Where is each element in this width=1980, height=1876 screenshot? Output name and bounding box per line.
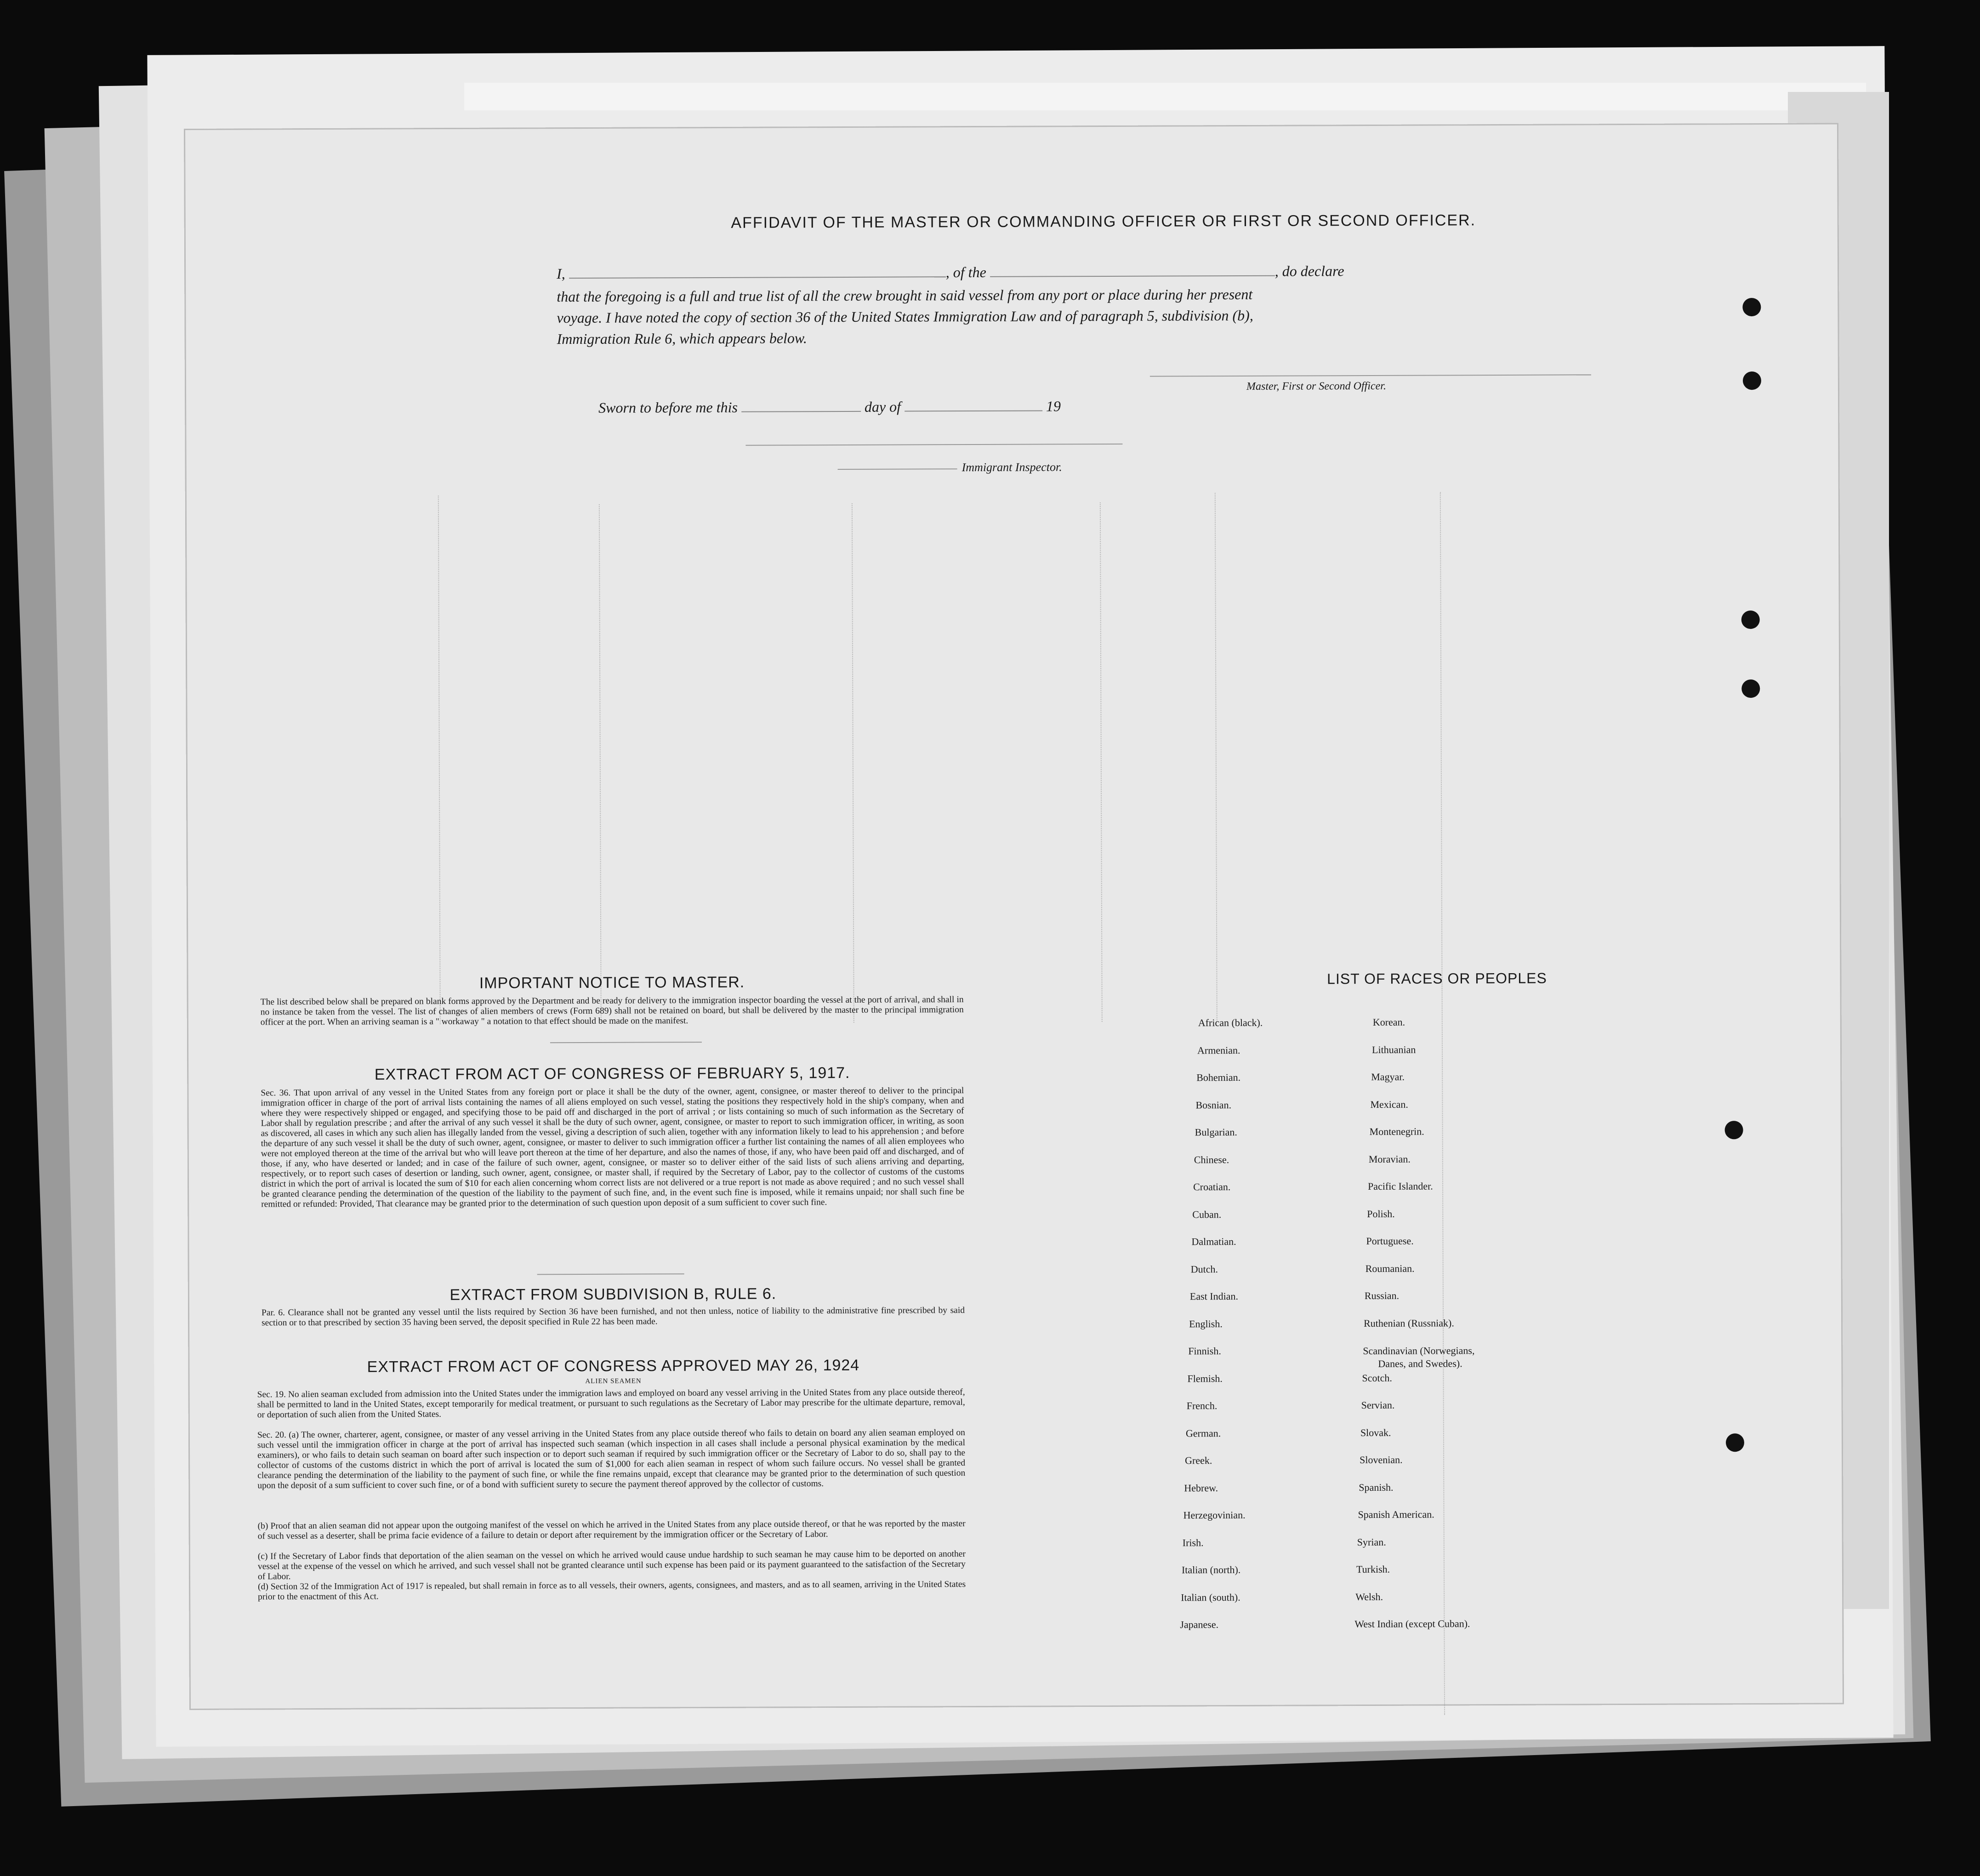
master-signature-label: Master, First or Second Officer. [1246,380,1386,393]
race-item: Bosnian. [1195,1099,1232,1111]
race-item: Cuban. [1192,1208,1222,1220]
race-item: Polish. [1367,1208,1395,1220]
column-rule [1215,493,1218,1021]
race-item: West Indian (except Cuban). [1354,1618,1470,1630]
race-item: Slovak. [1360,1426,1391,1438]
notice-heading: IMPORTANT NOTICE TO MASTER. [479,973,745,992]
race-item: Welsh. [1355,1591,1383,1602]
race-item: Moravian. [1368,1153,1411,1165]
race-item: Irish. [1182,1536,1204,1548]
affidavit-heading: AFFIDAVIT OF THE MASTER OR COMMANDING OFFICER OR FIRST OR SECOND OFFICER. [731,211,1476,232]
race-item: East Indian. [1189,1290,1239,1302]
race-item: Korean. [1372,1016,1405,1028]
binder-hole [1725,1121,1743,1139]
race-item: Roumanian. [1365,1262,1415,1274]
column-rule [852,503,854,1023]
race-item: Greek. [1185,1454,1212,1466]
affidavit-line-2: that the foregoing is a full and true list of all the crew brought in said vessel from any port or place during her present [557,285,1253,305]
race-item: Scandinavian (Norwegians, Danes, and Swedes). [1363,1345,1475,1370]
race-item: Bohemian. [1196,1071,1241,1083]
race-item: Herzegovinian. [1183,1509,1246,1521]
race-item: Dutch. [1190,1263,1218,1275]
underlying-sheet-edge [464,83,1866,110]
race-item: African (black). [1198,1016,1263,1029]
race-item: Syrian. [1357,1536,1386,1548]
inspector-signature-label: Immigrant Inspector. [962,460,1062,474]
sworn-month-blank[interactable] [905,398,1042,411]
race-item: Croatian. [1193,1181,1231,1193]
notice-text: The list described below shall be prepared on blank forms approved by the Department and be ready for delivery to the immigration inspector boarding the vessel at the port of arrival, and shall in no instance be taken from the vessel. The list of changes of alien members of crews (Form 689) shall not be retained on board, but shall be delivered by the master to the principal immigration officer at the port. When an arriving seaman is a " workaway " a notation to that effect should be made on the manifest. [260,995,964,1027]
inspector-signature-line-upper[interactable] [745,444,1122,446]
sworn-line: Sworn to before me this day of 19 [598,398,1061,416]
subdivision-text: Par. 6. Clearance shall not be granted any vessel until the lists required by Section 36 have been furnished, and not then unless, notice of liability to the administrative fine prescribed by said section or to that prescribed by section 35 having been served, the deposit specified in Rule 22 has been made. [261,1306,965,1328]
column-rule [1440,492,1445,1715]
race-item: French. [1186,1400,1218,1412]
race-item: Mexican. [1370,1098,1408,1110]
extract-1924-heading: EXTRACT FROM ACT OF CONGRESS APPROVED MAY 26, 1924 [367,1356,860,1376]
vessel-name-blank[interactable] [990,263,1275,277]
races-heading: LIST OF RACES OR PEOPLES [1327,969,1547,987]
race-item: German. [1185,1427,1221,1439]
race-item: Russian. [1364,1289,1400,1302]
race-item: Dalmatian. [1191,1236,1236,1248]
race-item: Flemish. [1187,1372,1223,1384]
column-rule [1100,502,1103,1022]
inspector-signature-line[interactable] [838,468,957,470]
sworn-day-blank[interactable] [741,399,861,412]
column-rule [438,496,441,1024]
binder-hole [1726,1433,1744,1452]
affidavit-line-3: voyage. I have noted the copy of section 36 of the United States Immigration Law and of paragraph 5, subdivision (b), [557,307,1253,326]
race-item: Servian. [1361,1399,1395,1411]
race-item: Italian (north). [1181,1563,1241,1576]
race-item: Turkish. [1356,1563,1390,1575]
race-item: Portuguese. [1366,1235,1414,1247]
race-item: Slovenian. [1360,1454,1403,1466]
race-item: Armenian. [1197,1044,1240,1056]
race-item: Bulgarian. [1195,1126,1237,1138]
race-item: Japanese. [1180,1619,1219,1631]
affidavit-line-1: I, , of the , do declare [557,262,1344,282]
extract-1924-sec20b: (b) Proof that an alien seaman did not appear upon the outgoing manifest of the vessel on which he arrived in the United States from any place outside thereof, or that he was reported by the master of such vessel as a deserter, shall be prima facie evidence of a failure to detain or deport after requirement by the immigration officer or the Secretary of Labor. [257,1519,966,1541]
extract-1924-sec19: Sec. 19. No alien seaman excluded from admission into the United States under the immigration laws and employed on board any vessel arriving in the United States from any place outside thereof, shall be permitted to land in the United States, except temporarily for medical treatment, or pursuant to such regulations as the Secretary of Labor may prescribe for the ultimate departure, removal, or deportation of such alien from the United States. [257,1387,965,1420]
section-divider [537,1273,684,1275]
binder-hole [1742,298,1761,316]
alien-seamen-subheading: ALIEN SEAMEN [585,1377,642,1385]
extract-1924-sec20c: (c) If the Secretary of Labor finds that deportation of the alien seaman on the vessel on which he arrived would cause undue hardship to such seaman he may cause him to be deported on another vessel at the expense of the vessel on which he arrived, and such vessel shall not be granted clearance until such expense has been paid or its payment guaranteed to the satisfaction of the Secretary of Labor. [257,1549,966,1582]
binder-hole [1741,610,1760,629]
affidavit-line-4: Immigration Rule 6, which appears below. [557,330,807,348]
binder-hole [1743,371,1761,390]
subdivision-heading: EXTRACT FROM SUBDIVISION B, RULE 6. [449,1285,777,1304]
master-signature-line[interactable] [1150,374,1591,376]
race-item: Italian (south). [1181,1591,1240,1603]
race-item: Montenegrin. [1369,1125,1424,1138]
race-item: Pacific Islander. [1368,1180,1433,1192]
race-item: Spanish American. [1358,1508,1434,1521]
section-divider [550,1042,702,1043]
race-item: Spanish. [1359,1481,1394,1493]
extract-1924-sec20a: Sec. 20. (a) The owner, charterer, agent, consignee, or master of any vessel arriving in the United States from any place outside thereof who fails to detain on board any alien seaman employed on such vessel until the immigration officer in charge at the port of arrival has inspected such seaman (which inspection in all cases shall include a personal physical examination by the medical examiners), or who fails to detain such seaman on board after such inspection or to deport such seaman if required by such immigration officer or the Secretary of Labor to do so, shall pay to the collector of customs of the customs district in which the port of arrival is located the sum of $1,000 for each alien seaman in respect of whom such failure occurs. No vessel shall be granted clearance pending the determination of the liability to the payment of such fine, or while the fine remains unpaid, except that clearance may be granted prior to the determination of such question upon the deposit of a sum sufficient to cover such fine, or of a bond with sufficient surety to secure the payment thereof approved by the collector of customs. [257,1428,966,1491]
affidavit-page [184,123,1844,1710]
race-item: Scotch. [1362,1372,1392,1384]
race-item: Lithuanian [1371,1043,1416,1055]
extract-1917-text: Sec. 36. That upon arrival of any vessel in the United States from any foreign port or place it shall be the duty of the owner, agent, consignee, or master thereof to deliver to the principal immigration officer in charge of the port of arrival lists containing the names of all aliens employed on such vessel, stating the positions they respectively hold in the ship's company, when and where they were respectively shipped or engaged, and specifying those to be paid off and discharged in the port of arrival ; or lists containing so much of such information as the Secretary of Labor shall by regulation prescribe ; and after the arrival of any such vessel it shall be the duty of such owner, agent, consignee, or master to report to such immigration officer, in writing, as soon as discovered, all cases in which any such alien has illegally landed from the vessel, giving a description of such alien, together with any information likely to lead to his apprehension ; and before the departure of any such vessel it shall be the duty of such owner, agent, consignee, or master to deliver to such immigration officer a further list containing the names of all alien employees who were not employed thereon at the time of the arrival but who will leave port thereon at the time of her departure, and also the names of those, if any, who have been paid off and discharged, and of those, if any, who have deserted or landed; and in case of the failure of such owner, agent, consignee, or master so to deliver either of the said lists of such aliens arriving and departing, respectively, or to report such cases of desertion or landing, such owner, agent, consignee, or master shall, if required by the Secretary of Labor, pay to the collector of customs of the customs district in which the port of arrival is located the sum of $10 for each alien concerning whom correct lists are not delivered or a true report is not made as above required ; and no such vessel shall be granted clearance pending the determination of the question of the liability to the payment of such fine, and, in the event such fine is imposed, while it remains unpaid; nor shall such fine be remitted or refunded: Provided, That clearance may be granted prior to the determination of such question upon deposit of a sum sufficient to cover such fine. [261,1086,965,1209]
race-item: Chinese. [1194,1153,1229,1165]
race-item: Magyar. [1371,1071,1405,1083]
extract-1924-sec20d: (d) Section 32 of the Immigration Act of 1917 is repealed, but shall remain in force as to all vessels, their owners, agents, consignees, and masters, and as to all seamen, arriving in the United States prior to the enactment of this Act. [258,1579,966,1602]
extract-1917-heading: EXTRACT FROM ACT OF CONGRESS OF FEBRUARY 5, 1917. [374,1064,850,1083]
binder-hole [1741,679,1760,698]
column-rule [599,504,602,1024]
race-item: Finnish. [1188,1345,1221,1357]
master-name-blank[interactable] [569,264,946,279]
race-item: Hebrew. [1184,1482,1218,1494]
race-item: Ruthenian (Russniak). [1364,1317,1454,1329]
race-item: English. [1189,1317,1223,1329]
